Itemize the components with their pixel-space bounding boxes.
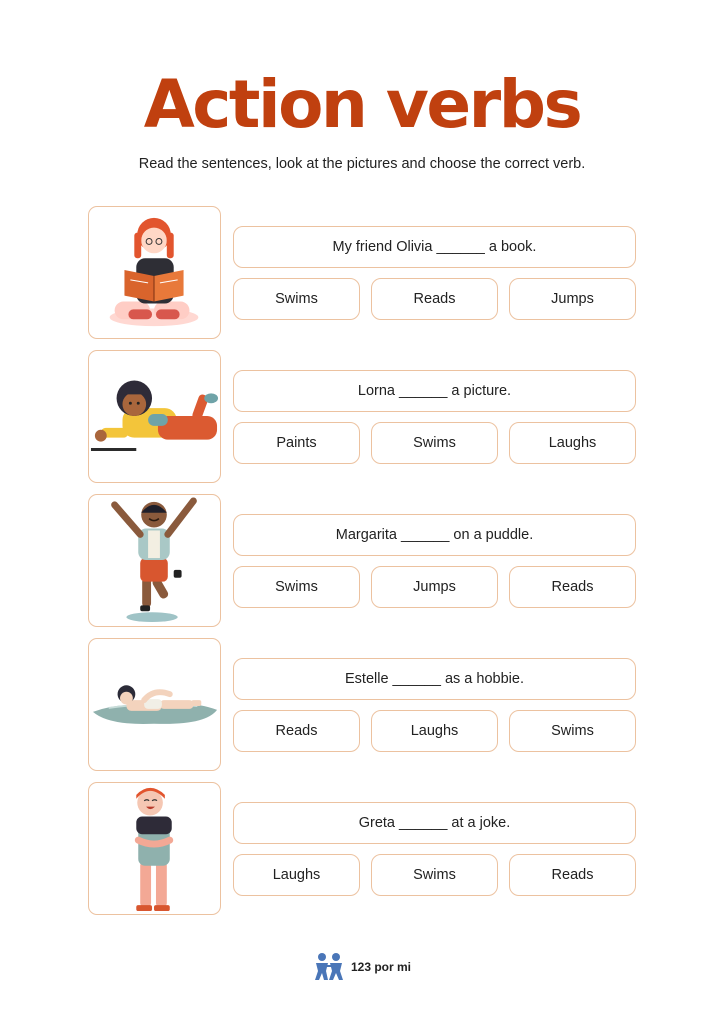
picture-card [88, 494, 221, 627]
picture-card [88, 350, 221, 483]
option-button[interactable]: Swims [371, 854, 498, 896]
kids-logo-icon [313, 952, 345, 982]
exercise-row [88, 638, 636, 772]
instructions: Read the sentences, look at the pictures and choose the correct verb. [138, 156, 586, 172]
sentence: Lorna ______ a picture. [233, 370, 636, 412]
option-button[interactable]: Laughs [371, 710, 498, 752]
option-button[interactable]: Reads [509, 854, 636, 896]
girl-reading-icon [89, 207, 220, 338]
option-button[interactable]: Paints [233, 422, 360, 464]
brand-name: 123 por mi [350, 960, 412, 974]
child-laughing-icon [89, 783, 220, 914]
sentence: Greta ______ at a joke. [233, 802, 636, 844]
option-button[interactable]: Reads [233, 710, 360, 752]
page-title: Action verbs [143, 66, 581, 143]
sentence: Estelle ______ as a hobbie. [233, 658, 636, 700]
option-button[interactable]: Swims [509, 710, 636, 752]
option-button[interactable]: Swims [233, 278, 360, 320]
exercise-row [88, 350, 636, 484]
swimmer-icon [89, 639, 220, 770]
picture-card [88, 638, 221, 771]
option-button[interactable]: Reads [371, 278, 498, 320]
option-button[interactable]: Swims [371, 422, 498, 464]
sentence: Margarita ______ on a puddle. [233, 514, 636, 556]
option-button[interactable]: Jumps [371, 566, 498, 608]
sentence: My friend Olivia ______ a book. [233, 226, 636, 268]
option-button[interactable]: Laughs [233, 854, 360, 896]
option-button[interactable]: Jumps [509, 278, 636, 320]
option-button[interactable]: Reads [509, 566, 636, 608]
exercise-row [88, 494, 636, 628]
exercise-row [88, 206, 636, 340]
boy-jumping-icon [89, 495, 220, 626]
footer [0, 952, 724, 982]
picture-card [88, 782, 221, 915]
picture-card [88, 206, 221, 339]
option-button[interactable]: Swims [233, 566, 360, 608]
option-button[interactable]: Laughs [509, 422, 636, 464]
exercise-row [88, 782, 636, 916]
girl-painting-icon [89, 351, 220, 482]
